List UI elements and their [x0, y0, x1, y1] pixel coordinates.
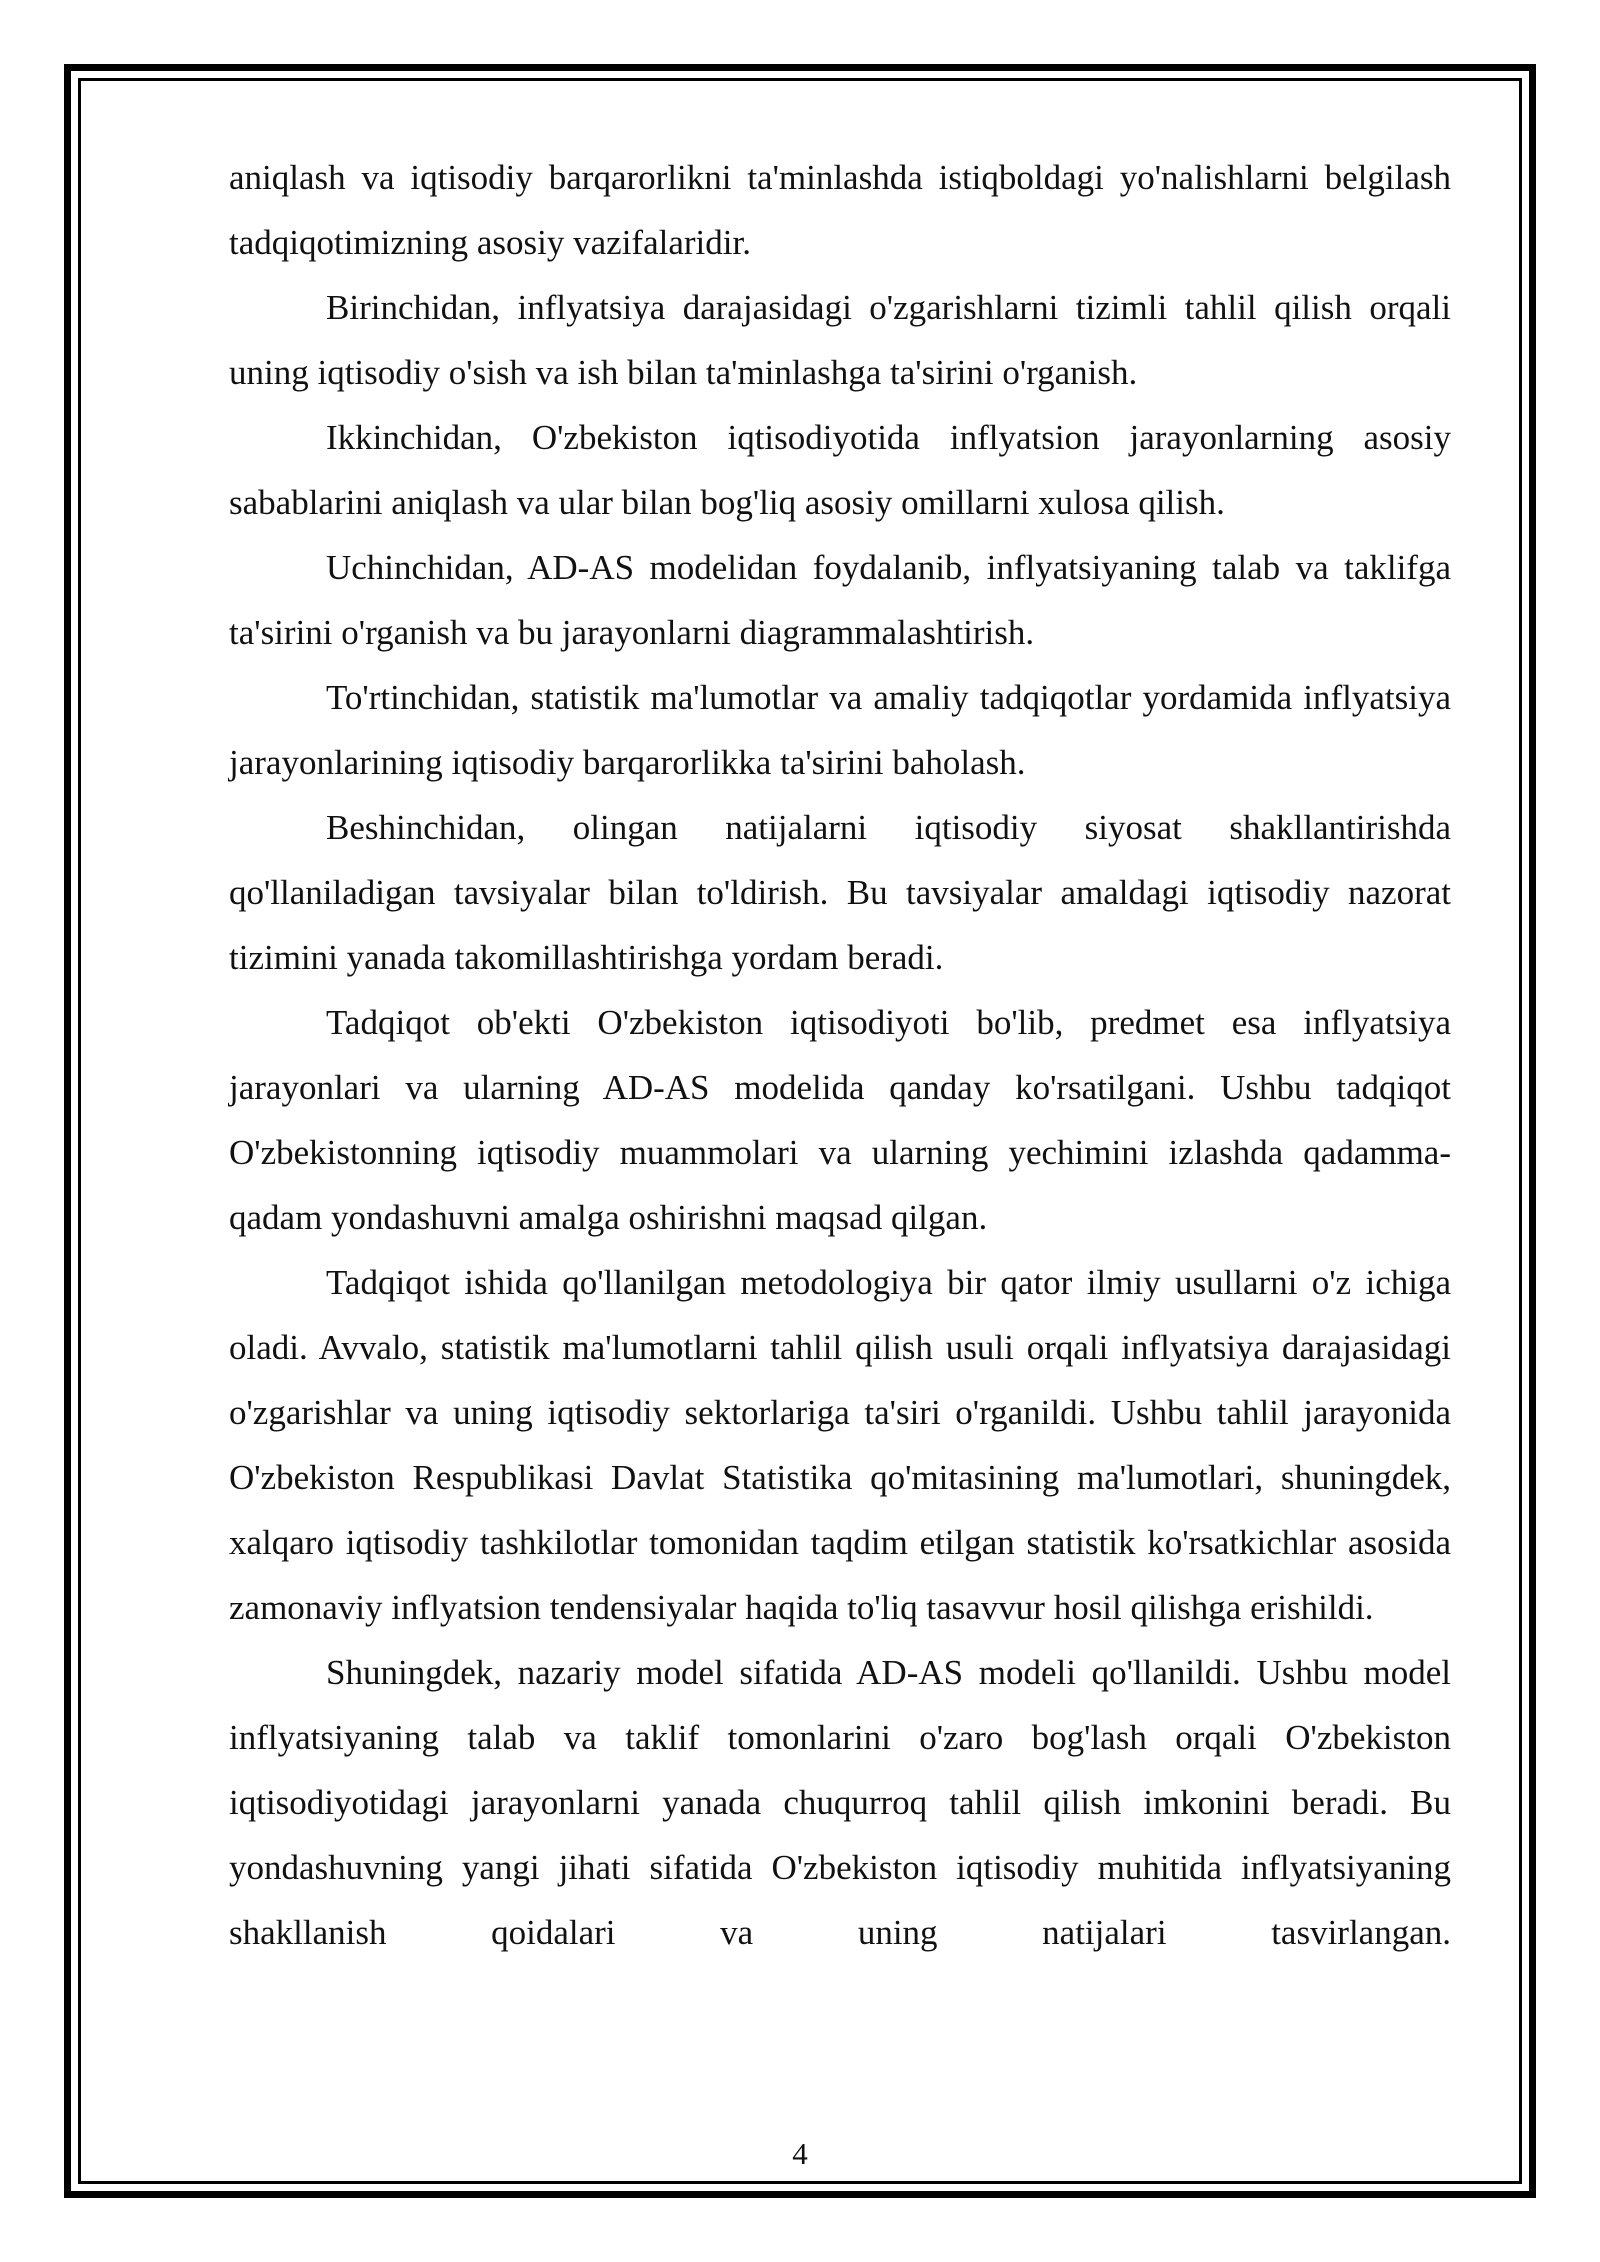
paragraph-intro-continuation: aniqlash va iqtisodiy barqarorlikni ta'minlashda istiqboldagi yo'nalishlarni belgilash tadqiqotimizning asosiy vazifalaridir.: [229, 158, 1451, 262]
document-body: [229, 145, 1451, 1965]
paragraph-ad-as-model: Shuningdek, nazariy model sifatida AD-AS modeli qo'llanildi. Ushbu model inflyatsiyaning talab va taklif tomonlarini o'zaro bog'lash orqali O'zbekiston iqtisodiyotidagi jarayonlarni yanada chuqurroq tahlil qilish imkonini beradi. Bu yondashuvning yangi jihati sifatida O'zbekiston iqtisodiy muhitida inflyatsiyaning shakllanish qoidalari va uning natijalari tasvirlangan.: [229, 1653, 1451, 1952]
paragraph-task-second: Ikkinchidan, O'zbekiston iqtisodiyotida inflyatsion jarayonlarning asosiy sabablarini aniqlash va ular bilan bog'liq asosiy omillarni xulosa qilish.: [229, 418, 1451, 522]
paragraph-task-first: Birinchidan, inflyatsiya darajasidagi o'zgarishlarni tizimli tahlil qilish orqali uning iqtisodiy o'sish va ish bilan ta'minlashga ta'sirini o'rganish.: [229, 288, 1451, 392]
page-number: 4: [792, 2136, 808, 2171]
paragraph-task-fifth: Beshinchidan, olingan natijalarni iqtisodiy siyosat shakllantirishda qo'llaniladigan tavsiyalar bilan to'ldirish. Bu tavsiyalar amaldagi iqtisodiy nazorat tizimini yanada takomillashtirishga yordam beradi.: [229, 808, 1451, 977]
paragraph-task-fourth: To'rtinchidan, statistik ma'lumotlar va amaliy tadqiqotlar yordamida inflyatsiya jarayonlarining iqtisodiy barqarorlikka ta'sirini baholash.: [229, 678, 1451, 782]
paragraph-task-third: Uchinchidan, AD-AS modelidan foydalanib, inflyatsiyaning talab va taklifga ta'sirini o'rganish va bu jarayonlarni diagrammalashtirish.: [229, 548, 1451, 652]
paragraph-research-object: Tadqiqot ob'ekti O'zbekiston iqtisodiyoti bo'lib, predmet esa inflyatsiya jarayonlari va ularning AD-AS modelida qanday ko'rsatilgani. Ushbu tadqiqot O'zbekistonning iqtisodiy muammolari va ularning yechimini izlashda qadamma-qadam yondashuvni amalga oshirishni maqsad qilgan.: [229, 1003, 1451, 1237]
paragraph-methodology: Tadqiqot ishida qo'llanilgan metodologiya bir qator ilmiy usullarni o'z ichiga oladi. Avvalo, statistik ma'lumotlarni tahlil qilish usuli orqali inflyatsiya darajasidagi o'zgarishlar va uning iqtisodiy sektorlariga ta'siri o'rganildi. Ushbu tahlil jarayonida O'zbekiston Respublikasi Davlat Statistika qo'mitasining ma'lumotlari, shuningdek, xalqaro iqtisodiy tashkilotlar tomonidan taqdim etilgan statistik ko'rsatkichlar asosida zamonaviy inflyatsion tendensiyalar haqida to'liq tasavvur hosil qilishga erishildi.: [229, 1263, 1451, 1627]
